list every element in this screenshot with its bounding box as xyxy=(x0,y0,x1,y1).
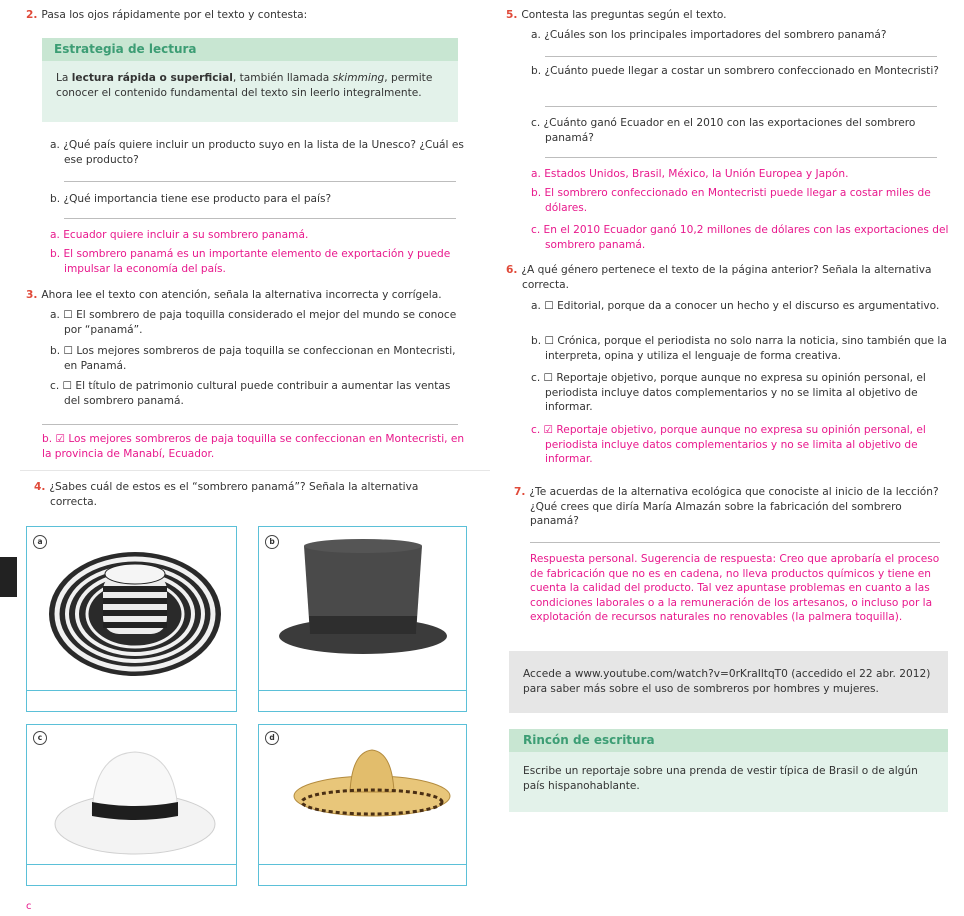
q7-prompt: 7. ¿Te acuerdas de la alternativa ecológica que conociste al inicio de la lección? ¿Qué crees que diría María Almazán sobre la fabricación del sombrero panamá? xyxy=(514,486,939,528)
answer-line[interactable] xyxy=(64,181,456,182)
writing-corner-text: Escribe un reportaje sobre una prenda de vestir típica de Brasil o de algún país hispanohablante. xyxy=(523,765,918,792)
strategy-box xyxy=(42,38,458,122)
writing-corner xyxy=(509,729,948,812)
q4-answer: c xyxy=(26,901,32,912)
q5-answer-c: c. En el 2010 Ecuador ganó 10,2 millones de dólares con las exportaciones del sombrero panamá. xyxy=(531,224,949,251)
q2-question-a: a. ¿Qué país quiere incluir un producto suyo en la lista de la Unesco? ¿Cuál es ese producto? xyxy=(50,139,464,166)
q4-prompt: 4. ¿Sabes cuál de estos es el “sombrero panamá”? Señala la alternativa correcta. xyxy=(34,481,419,508)
q2-answer-a: a. Ecuador quiere incluir a su sombrero panamá. xyxy=(50,229,309,241)
hat-label-c: c xyxy=(33,731,47,745)
q5-question-c: c. ¿Cuánto ganó Ecuador en el 2010 con las exportaciones del sombrero panamá? xyxy=(531,117,916,144)
answer-line[interactable] xyxy=(42,424,458,425)
sombrero-icon xyxy=(292,748,452,828)
access-text: Accede a www.youtube.com/watch?v=0rKraIltqT0 (accedido el 22 abr. 2012) para saber más sobre el uso de sombreros por hombres y mujeres. xyxy=(523,668,931,695)
q2-question-b: b. ¿Qué importancia tiene ese producto para el país? xyxy=(50,193,332,205)
answer-line[interactable] xyxy=(545,56,937,57)
strategy-text: La lectura rápida o superficial, también llamada skimming, permite conocer el contenido fundamental del texto sin leerlo integralmente. xyxy=(56,72,433,99)
hat-answer-line-b[interactable] xyxy=(258,690,467,691)
q6-option-a[interactable]: a. ☐ Editorial, porque da a conocer un hecho y el discurso es argumentativo. xyxy=(531,300,940,312)
q3-option-b[interactable]: b. ☐ Los mejores sombreros de paja toquilla se confeccionan en Montecristi, en Panamá. xyxy=(50,345,456,372)
hat-label-b: b xyxy=(265,535,279,549)
q6-option-b[interactable]: b. ☐ Crónica, porque el periodista no solo narra la noticia, sino también que la interpreta, opina y utiliza el lenguaje de forma creativa. xyxy=(531,335,947,362)
divider xyxy=(20,470,490,471)
hat-answer-line-c[interactable] xyxy=(26,864,237,865)
hat-label-d: d xyxy=(265,731,279,745)
q3-answer: b. ☑ Los mejores sombreros de paja toquilla se confeccionan en Montecristi, en la provincia de Manabí, Ecuador. xyxy=(42,433,465,460)
top-hat-icon xyxy=(272,536,454,656)
q5-answer-a: a. Estados Unidos, Brasil, México, la Unión Europea y Japón. xyxy=(531,168,849,180)
answer-line[interactable] xyxy=(545,106,937,107)
margin-tab xyxy=(0,557,17,597)
writing-corner-title: Rincón de escritura xyxy=(509,729,948,752)
q3-option-a[interactable]: a. ☐ El sombrero de paja toquilla considerado el mejor del mundo se conoce por “panamá”. xyxy=(50,309,457,336)
hat-answer-line-a[interactable] xyxy=(26,690,237,691)
hat-label-a: a xyxy=(33,535,47,549)
q5-answer-b: b. El sombrero confeccionado en Montecristi puede llegar a costar miles de dólares. xyxy=(531,187,931,214)
panama-hat-icon xyxy=(50,744,220,860)
answer-line[interactable] xyxy=(64,218,456,219)
q3-prompt: 3. Ahora lee el texto con atención, señala la alternativa incorrecta y corrígela. xyxy=(26,289,442,301)
q2-prompt: 2. Pasa los ojos rápidamente por el texto y contesta: xyxy=(26,9,308,21)
q3-option-c[interactable]: c. ☐ El título de patrimonio cultural puede contribuir a aumentar las ventas del sombrero panamá. xyxy=(50,380,451,407)
colorful-hat-icon xyxy=(45,534,225,684)
q5-question-a: a. ¿Cuáles son los principales importadores del sombrero panamá? xyxy=(531,29,887,41)
answer-line[interactable] xyxy=(530,542,940,543)
q2-answer-b: b. El sombrero panamá es un importante elemento de exportación y puede impulsar la economía del país. xyxy=(50,248,451,275)
q6-option-c[interactable]: c. ☐ Reportaje objetivo, porque aunque no expresa su opinión personal, el periodista incluye datos complementarios y no se limita al objetivo de informar. xyxy=(531,372,926,414)
hat-answer-line-d[interactable] xyxy=(258,864,467,865)
q6-answer: c. ☑ Reportaje objetivo, porque aunque no expresa su opinión personal, el periodista incluye datos complementarios y no se limita al objetivo de informar. xyxy=(531,424,926,466)
q5-prompt: 5. Contesta las preguntas según el texto. xyxy=(506,9,727,21)
answer-line[interactable] xyxy=(545,157,937,158)
strategy-title: Estrategia de lectura xyxy=(42,38,458,61)
q6-prompt: 6. ¿A qué género pertenece el texto de la página anterior? Señala la alternativa correcta. xyxy=(506,264,932,291)
q7-answer: Respuesta personal. Sugerencia de respuesta: Creo que aprobaría el proceso de fabricación que no es en cadena, no lleva productos químicos y tiene en cuenta la calidad del producto. Tal vez apuntase problemas en cuanto a las condiciones laborales o a la remuneración de los artesanos, o incluso por la explotación de recursos naturales no renovables (la palmera toquilla). xyxy=(530,553,940,624)
q5-question-b: b. ¿Cuánto puede llegar a costar un sombrero confeccionado en Montecristi? xyxy=(531,65,939,77)
